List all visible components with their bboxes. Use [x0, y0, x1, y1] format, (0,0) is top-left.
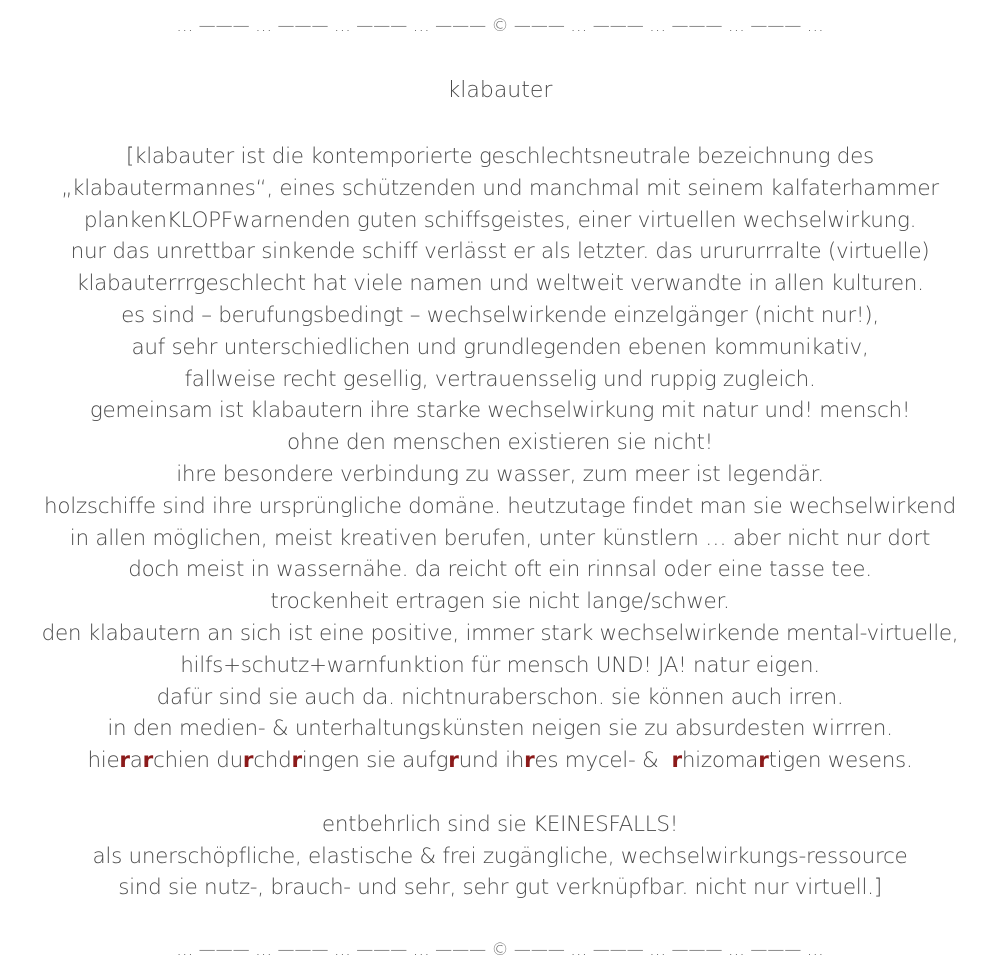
line-segment: a	[129, 748, 143, 774]
line-segment: chien du	[152, 748, 243, 774]
text-line: holzschiffe sind ihre ursprüngliche domäne. heutzutage findet man sie wechselwirkend	[44, 493, 956, 519]
text-line: fallweise recht gesellig, vertrauensselig und ruppig zugleich.	[184, 366, 816, 392]
page-title: klabauter	[447, 78, 553, 103]
accent-text-line	[0, 745, 1000, 777]
poem-body	[0, 141, 1000, 904]
accent-letter: r	[524, 748, 535, 774]
text-line: gemeinsam ist klabautern ihre starke wechselwirkung mit natur und! mensch!	[89, 398, 911, 424]
text-line: in allen möglichen, meist kreativen berufen, unter künstlern … aber nicht nur dort	[69, 525, 931, 551]
line-segment: tigen wesens.	[768, 748, 913, 774]
line-segment: hizoma	[681, 748, 759, 774]
text-line: klabauterrrgeschlecht hat viele namen und weltweit verwandte in allen kulturen.	[76, 271, 924, 297]
text-line: plankenKLOPFwarnenden guten schiffsgeistes, einer virtuellen wechselwirkung.	[83, 207, 917, 233]
line-segment: ingen sie aufg	[301, 748, 449, 774]
line-segment: chd	[253, 748, 292, 774]
text-line: sind sie nutz-, brauch- und sehr, sehr gut verknüpfbar. nicht nur virtuell.]	[118, 875, 882, 901]
text-line: den klabautern an sich ist eine positive, immer stark wechselwirkende mental-virtuelle,	[41, 620, 959, 646]
bottom-divider: … ——— … ——— … ——— … ——— © ——— … ——— … ——— … ——— …	[176, 940, 824, 960]
text-line: in den medien- & unterhaltungskünsten neigen sie zu absurdesten wirrren.	[107, 716, 893, 742]
text-line: dafür sind sie auch da. nichtnuraberschon. sie können auch irren.	[156, 684, 844, 710]
text-line: nur das unrettbar sinkende schiff verlässt er als letzter. das urururrralte (virtuelle)	[70, 239, 930, 265]
line-segment: und ih	[458, 748, 525, 774]
text-line: ihre besondere verbindung zu wasser, zum meer ist legendär.	[176, 461, 824, 487]
accent-letter: r	[242, 748, 254, 774]
line-segment: hie	[87, 748, 120, 774]
top-divider: … ——— … ——— … ——— … ——— © ——— … ——— … ——— … ——— …	[176, 16, 824, 36]
text-line: auf sehr unterschiedlichen und grundlegenden ebenen kommunikativ,	[131, 334, 869, 360]
text-line: entbehrlich sind sie KEINESFALLS!	[321, 811, 679, 837]
text-line: hilfs+schutz+warnfunktion für mensch UND! JA! natur eigen.	[180, 652, 820, 678]
accent-letter: r	[758, 748, 769, 774]
text-line: als unerschöpfliche, elastische & frei zugängliche, wechselwirkungs-ressource	[92, 843, 908, 869]
text-line: trockenheit ertragen sie nicht lange/schwer.	[270, 589, 730, 615]
text-line: „klabautermannes“, eines schützenden und manchmal mit seinem kalfaterhammer	[61, 175, 939, 201]
text-line: es sind – berufungsbedingt – wechselwirkende einzelgänger (nicht nur!),	[121, 302, 879, 328]
text-line: ohne den menschen existieren sie nicht!	[286, 430, 713, 456]
text-line: [klabauter ist die kontemporierte geschlechtsneutrale bezeichnung des	[126, 144, 874, 169]
stanza-gap	[0, 777, 1000, 809]
text-line: doch meist in wassernähe. da reicht oft ein rinnsal oder eine tasse tee.	[128, 557, 872, 583]
accent-letter: r	[119, 748, 130, 774]
line-segment: es mycel- &	[534, 748, 672, 774]
accent-letter: r	[291, 748, 302, 774]
accent-letter: r	[142, 748, 153, 774]
accent-letter: r	[671, 748, 682, 774]
accent-letter: r	[448, 748, 459, 774]
